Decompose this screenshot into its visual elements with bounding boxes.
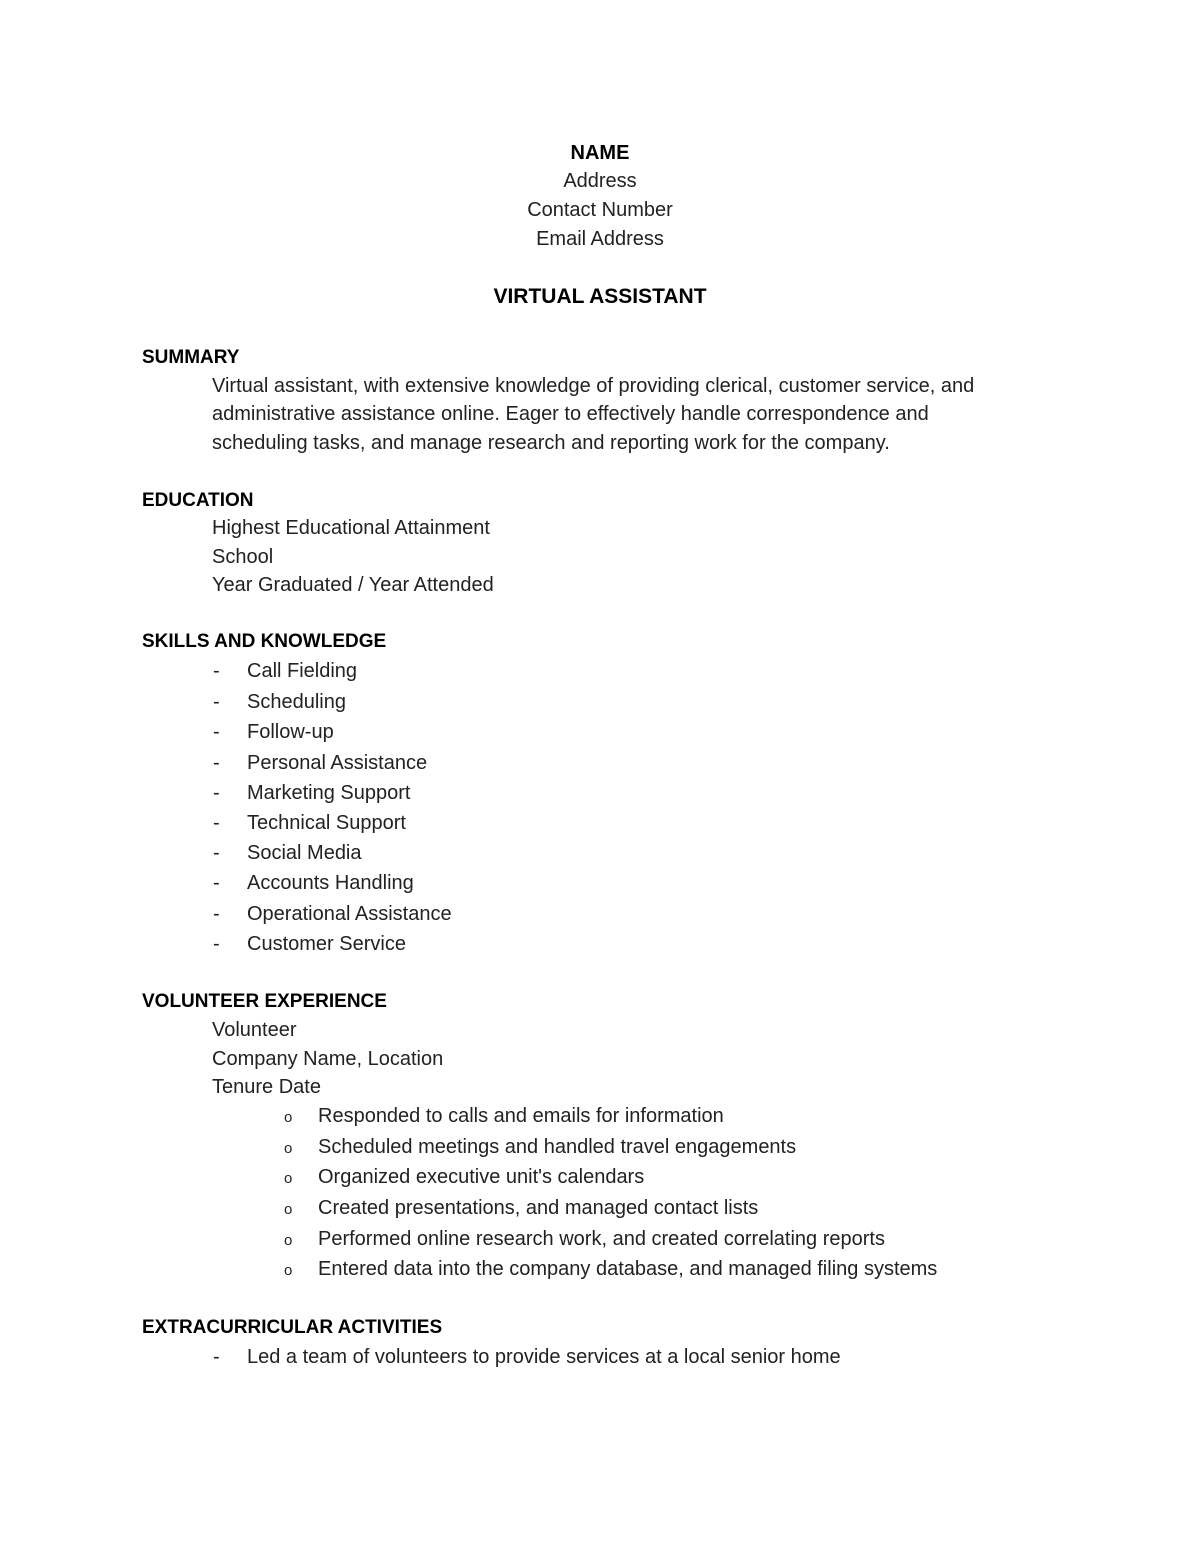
list-bullet: o bbox=[284, 1232, 293, 1249]
summary-line: scheduling tasks, and manage research and reporting work for the company. bbox=[212, 432, 890, 454]
email-address: Email Address bbox=[536, 228, 664, 250]
list-bullet: - bbox=[213, 721, 220, 743]
skill-item: Call Fielding bbox=[247, 660, 358, 682]
skill-item: Accounts Handling bbox=[247, 872, 414, 894]
volunteer-heading: VOLUNTEER EXPERIENCE bbox=[142, 991, 387, 1012]
skill-item: Marketing Support bbox=[247, 782, 411, 804]
summary-heading: SUMMARY bbox=[142, 347, 240, 368]
contact-number: Contact Number bbox=[527, 199, 673, 221]
skill-item: Technical Support bbox=[247, 812, 406, 834]
volunteer-item: Scheduled meetings and handled travel engagements bbox=[318, 1136, 797, 1158]
summary-line: Virtual assistant, with extensive knowledge of providing clerical, customer service, and bbox=[212, 375, 975, 397]
volunteer-item: Performed online research work, and created correlating reports bbox=[318, 1228, 885, 1250]
list-bullet: - bbox=[213, 660, 220, 682]
list-bullet: - bbox=[213, 903, 220, 925]
list-bullet: o bbox=[284, 1201, 293, 1218]
list-bullet: - bbox=[213, 1346, 220, 1368]
volunteer-role: Volunteer bbox=[212, 1019, 297, 1041]
list-bullet: - bbox=[213, 812, 220, 834]
education-heading: EDUCATION bbox=[142, 490, 254, 511]
skill-item: Follow-up bbox=[247, 721, 334, 743]
list-bullet: - bbox=[213, 782, 220, 804]
volunteer-item: Entered data into the company database, and managed filing systems bbox=[318, 1258, 938, 1280]
volunteer-tenure: Tenure Date bbox=[212, 1076, 321, 1098]
extracurricular-heading: EXTRACURRICULAR ACTIVITIES bbox=[142, 1317, 443, 1338]
skill-item: Social Media bbox=[247, 842, 362, 864]
resume-name: NAME bbox=[570, 142, 630, 164]
volunteer-item: Organized executive unit's calendars bbox=[318, 1166, 645, 1188]
volunteer-item: Created presentations, and managed contact lists bbox=[318, 1197, 759, 1219]
volunteer-company: Company Name, Location bbox=[212, 1048, 444, 1070]
job-title: VIRTUAL ASSISTANT bbox=[493, 285, 707, 308]
skill-item: Customer Service bbox=[247, 933, 406, 955]
list-bullet: - bbox=[213, 842, 220, 864]
list-bullet: o bbox=[284, 1140, 293, 1157]
skill-item: Operational Assistance bbox=[247, 903, 452, 925]
skill-item: Personal Assistance bbox=[247, 752, 428, 774]
education-line: Highest Educational Attainment bbox=[212, 517, 490, 539]
list-bullet: - bbox=[213, 691, 220, 713]
list-bullet: o bbox=[284, 1109, 293, 1126]
address: Address bbox=[563, 170, 637, 192]
extracurricular-item: Led a team of volunteers to provide services at a local senior home bbox=[247, 1346, 841, 1368]
volunteer-item: Responded to calls and emails for information bbox=[318, 1105, 724, 1127]
education-line: School bbox=[212, 546, 274, 568]
list-bullet: - bbox=[213, 872, 220, 894]
summary-line: administrative assistance online. Eager to effectively handle correspondence and bbox=[212, 403, 929, 425]
skills-heading: SKILLS AND KNOWLEDGE bbox=[142, 631, 387, 652]
list-bullet: - bbox=[213, 933, 220, 955]
list-bullet: o bbox=[284, 1170, 293, 1187]
list-bullet: o bbox=[284, 1262, 293, 1279]
skill-item: Scheduling bbox=[247, 691, 346, 713]
education-line: Year Graduated / Year Attended bbox=[212, 574, 494, 596]
list-bullet: - bbox=[213, 752, 220, 774]
